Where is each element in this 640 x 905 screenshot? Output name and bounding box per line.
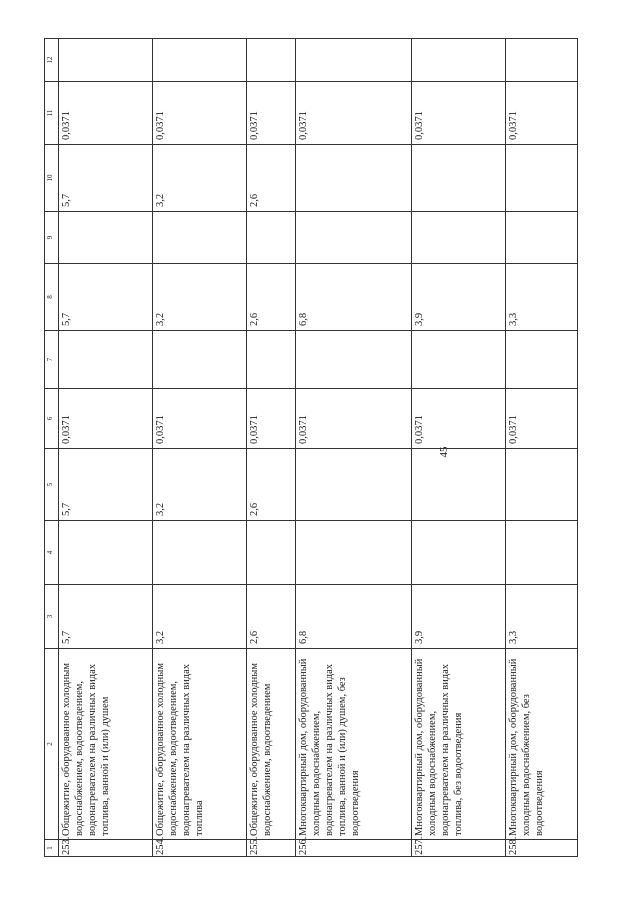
value-cell-c3: 5,7: [59, 585, 153, 649]
column-number-5: 5: [45, 449, 59, 521]
value-cell-c11: 0,0371: [152, 82, 246, 145]
value-cell-c3: 3,2: [152, 585, 246, 649]
table-row: [412, 39, 506, 857]
value-cell-c6: 0,0371: [296, 389, 412, 449]
table-row: [59, 39, 153, 857]
row-number-cell: 258.: [506, 840, 578, 857]
value-cell-c4: [59, 521, 153, 585]
value-cell-c6: 0,0371: [59, 389, 153, 449]
housing-description-cell: Общежитие, оборудованное холодным водоснабжением, водоотведением, водонагревателем на различных видах топлива, ванной и (или) душем: [59, 649, 153, 840]
value-cell-c5: [412, 449, 506, 521]
housing-description-cell: Многоквартирный дом, оборудованный холодным водоснабжением, без водоотведения: [506, 649, 578, 840]
column-number-8: 8: [45, 264, 59, 331]
row-number-cell: 253.: [59, 840, 153, 857]
value-cell-c9: [296, 212, 412, 264]
row-number-cell: 256.: [296, 840, 412, 857]
column-number-12: 12: [45, 39, 59, 82]
value-cell-c5: [506, 449, 578, 521]
housing-description-cell: Многоквартирный дом, оборудованный холодным водоснабжением, водонагревателем на различных видах топлива, без водоотведения: [412, 649, 506, 840]
value-cell-c11: 0,0371: [412, 82, 506, 145]
row-number-cell: 254.: [152, 840, 246, 857]
value-cell-c9: [59, 212, 153, 264]
value-cell-c8: 3,3: [506, 264, 578, 331]
column-number-9: 9: [45, 212, 59, 264]
value-cell-c3: 3,3: [506, 585, 578, 649]
page-number: 45: [438, 446, 450, 458]
value-cell-c8: 2,6: [246, 264, 296, 331]
value-cell-c5: 5,7: [59, 449, 153, 521]
value-cell-c4: [412, 521, 506, 585]
value-cell-c6: 0,0371: [506, 389, 578, 449]
value-cell-c9: [412, 212, 506, 264]
table-row: [506, 39, 578, 857]
value-cell-c7: [152, 331, 246, 389]
value-cell-c10: [296, 145, 412, 212]
value-cell-c6: 0,0371: [412, 389, 506, 449]
value-cell-c7: [412, 331, 506, 389]
housing-description-cell: Многоквартирный дом, оборудованный холодным водоснабжением, водонагревателем на различных видах топлива, ванной и (или) душем, без водоотведения: [296, 649, 412, 840]
table-row: [296, 39, 412, 857]
value-cell-c10: 5,7: [59, 145, 153, 212]
value-cell-c10: 2,6: [246, 145, 296, 212]
value-cell-c8: 6,8: [296, 264, 412, 331]
value-cell-c9: [506, 212, 578, 264]
value-cell-c9: [246, 212, 296, 264]
column-number-2: 2: [45, 649, 59, 840]
value-cell-c8: 5,7: [59, 264, 153, 331]
housing-description-cell: Общежитие, оборудованное холодным водоснабжением, водоотведением: [246, 649, 296, 840]
column-number-row: [45, 39, 59, 857]
value-cell-c11: 0,0371: [246, 82, 296, 145]
table-row: [152, 39, 246, 857]
value-cell-c11: 0,0371: [506, 82, 578, 145]
value-cell-c10: [506, 145, 578, 212]
value-cell-c5: 3,2: [152, 449, 246, 521]
value-cell-c8: 3,2: [152, 264, 246, 331]
value-cell-c5: 2,6: [246, 449, 296, 521]
value-cell-c12: [152, 39, 246, 82]
value-cell-c4: [246, 521, 296, 585]
table-body: [59, 39, 578, 857]
value-cell-c4: [296, 521, 412, 585]
column-number-11: 11: [45, 82, 59, 145]
value-cell-c10: 3,2: [152, 145, 246, 212]
value-cell-c9: [152, 212, 246, 264]
value-cell-c5: [296, 449, 412, 521]
value-cell-c3: 6,8: [296, 585, 412, 649]
column-number-6: 6: [45, 389, 59, 449]
value-cell-c6: 0,0371: [246, 389, 296, 449]
row-number-cell: 257.: [412, 840, 506, 857]
value-cell-c11: 0,0371: [59, 82, 153, 145]
column-number-1: 1: [45, 840, 59, 857]
value-cell-c4: [506, 521, 578, 585]
tariff-table: [44, 38, 578, 857]
value-cell-c7: [246, 331, 296, 389]
column-number-3: 3: [45, 585, 59, 649]
value-cell-c6: 0,0371: [152, 389, 246, 449]
value-cell-c12: [412, 39, 506, 82]
value-cell-c12: [296, 39, 412, 82]
table-row: [246, 39, 296, 857]
value-cell-c4: [152, 521, 246, 585]
value-cell-c11: 0,0371: [296, 82, 412, 145]
value-cell-c12: [59, 39, 153, 82]
column-number-7: 7: [45, 331, 59, 389]
value-cell-c3: 2,6: [246, 585, 296, 649]
value-cell-c12: [506, 39, 578, 82]
value-cell-c10: [412, 145, 506, 212]
column-number-4: 4: [45, 521, 59, 585]
value-cell-c12: [246, 39, 296, 82]
value-cell-c8: 3,9: [412, 264, 506, 331]
housing-description-cell: Общежитие, оборудованное холодным водоснабжением, водоотведением, водонагревателем на различных видах топлива: [152, 649, 246, 840]
value-cell-c7: [59, 331, 153, 389]
value-cell-c7: [296, 331, 412, 389]
row-number-cell: 255.: [246, 840, 296, 857]
value-cell-c3: 3,9: [412, 585, 506, 649]
value-cell-c7: [506, 331, 578, 389]
column-number-10: 10: [45, 145, 59, 212]
rotated-table-container: [44, 39, 578, 857]
